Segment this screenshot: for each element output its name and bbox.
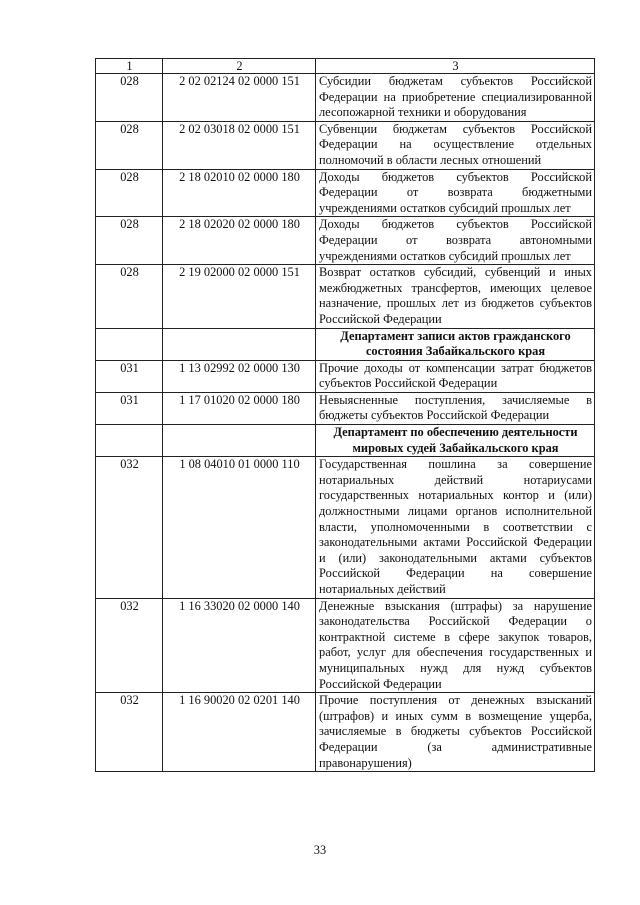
revenue-description: Денежные взыскания (штрафы) за нарушение законодательства Российской Федерации о контрактной системе в сфере закупок товаров, работ, услуг для обеспечения государственных и муниципальных нужд для нужд субъектов Российской Федерации (316, 598, 595, 693)
administrator-code: 031 (96, 392, 163, 424)
revenue-code: 2 18 02020 02 0000 180 (163, 217, 316, 265)
revenue-code: 2 18 02010 02 0000 180 (163, 169, 316, 217)
table-row (96, 693, 595, 772)
table-row (96, 457, 595, 598)
table-row (96, 121, 595, 169)
revenue-code: 2 02 03018 02 0000 151 (163, 121, 316, 169)
revenue-code: 1 16 90020 02 0201 140 (163, 693, 316, 772)
table-row (96, 392, 595, 424)
revenue-description: Прочие доходы от компенсации затрат бюджетов субъектов Российской Федерации (316, 360, 595, 392)
department-header-row (96, 425, 595, 457)
administrator-code: 032 (96, 457, 163, 598)
revenue-description: Возврат остатков субсидий, субвенций и иных межбюджетных трансфертов, имеющих целевое назначение, прошлых лет из бюджетов субъектов Российской Федерации (316, 265, 595, 328)
table-row (96, 169, 595, 217)
column-header-2: 2 (163, 59, 316, 74)
revenue-description: Доходы бюджетов субъектов Российской Федерации от возврата бюджетными учреждениями остатков субсидий прошлых лет (316, 169, 595, 217)
empty-cell (163, 328, 316, 360)
revenue-code: 1 13 02992 02 0000 130 (163, 360, 316, 392)
administrator-code: 028 (96, 121, 163, 169)
administrator-code: 028 (96, 217, 163, 265)
column-header-1: 1 (96, 59, 163, 74)
administrator-code: 028 (96, 265, 163, 328)
administrator-code: 032 (96, 598, 163, 693)
table-row (96, 265, 595, 328)
administrator-code: 032 (96, 693, 163, 772)
revenue-code: 2 19 02000 02 0000 151 (163, 265, 316, 328)
revenue-classification-table (95, 58, 595, 772)
revenue-description: Доходы бюджетов субъектов Российской Федерации от возврата автономными учреждениями остатков субсидий прошлых лет (316, 217, 595, 265)
revenue-description: Прочие поступления от денежных взысканий (штрафов) и иных сумм в возмещение ущерба, зачисляемые в бюджеты субъектов Российской Федерации (за административные правонарушения) (316, 693, 595, 772)
revenue-code: 1 08 04010 01 0000 110 (163, 457, 316, 598)
table-body (96, 74, 595, 772)
page-number: 33 (313, 843, 327, 857)
revenue-description: Субвенции бюджетам субъектов Российской Федерации на осуществление отдельных полномочий в области лесных отношений (316, 121, 595, 169)
empty-cell (96, 328, 163, 360)
revenue-code: 1 17 01020 02 0000 180 (163, 392, 316, 424)
table-row (96, 74, 595, 122)
table-row (96, 360, 595, 392)
revenue-description: Субсидии бюджетам субъектов Российской Федерации на приобретение специализированной лесопожарной техники и оборудования (316, 74, 595, 122)
empty-cell (96, 425, 163, 457)
table-header-row (96, 59, 595, 74)
administrator-code: 028 (96, 169, 163, 217)
department-header-row (96, 328, 595, 360)
table-row (96, 598, 595, 693)
column-header-3: 3 (316, 59, 595, 74)
revenue-description: Государственная пошлина за совершение нотариальных действий нотариусами государственных нотариальных контор и (или) должностными лицами органов исполнительной власти, уполномоченными в соответствии с законодательными актами Российской Федерации и (или) законодательными актами субъектов Российской Федерации на совершение нотариальных действий (316, 457, 595, 598)
administrator-code: 031 (96, 360, 163, 392)
revenue-code: 2 02 02124 02 0000 151 (163, 74, 316, 122)
revenue-code: 1 16 33020 02 0000 140 (163, 598, 316, 693)
department-title: Департамент записи актов гражданского состояния Забайкальского края (316, 328, 595, 360)
revenue-description: Невыясненные поступления, зачисляемые в бюджеты субъектов Российской Федерации (316, 392, 595, 424)
table-row (96, 217, 595, 265)
empty-cell (163, 425, 316, 457)
administrator-code: 028 (96, 74, 163, 122)
department-title: Департамент по обеспечению деятельности мировых судей Забайкальского края (316, 425, 595, 457)
